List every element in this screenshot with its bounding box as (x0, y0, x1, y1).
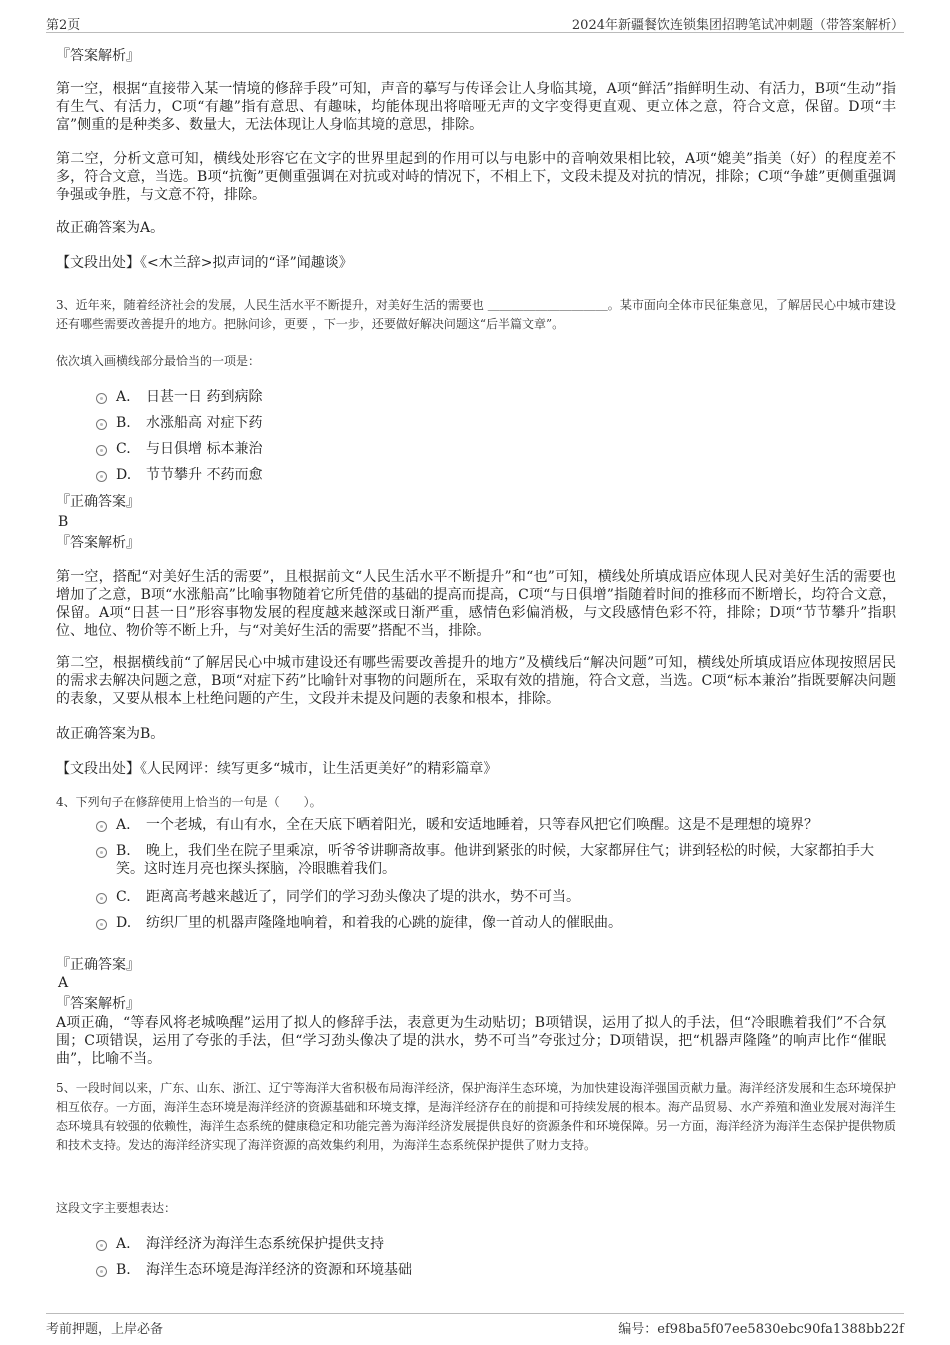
option-letter: A. (116, 1236, 131, 1252)
analysis-paragraph: 第二空，分析文意可知，横线处形容它在文字的世界里起到的作用可以与电影中的音响效果相比较，A项“媲美”指美（好）的程度差不多，符合文意，当选。B项“抗衡”更侧重强调在对抗或对峙的情况下，不相上下，文段未提及对抗的情况，排除；C项“争雄”更侧重强调争强或争胜，与文意不符，排除。 (56, 151, 896, 203)
correct-answer-label: 『正确答案』 (56, 494, 140, 510)
option-letter: A. (116, 817, 131, 833)
option-text: 海洋经济为海洋生态系统保护提供支持 (146, 1236, 384, 1252)
source-citation: 【文段出处】《人民网评：续写更多“城市，让生活更美好”的精彩篇章》 (56, 761, 498, 777)
option-text: 与日俱增 标本兼治 (146, 441, 263, 457)
option-text: 一个老城，有山有水，全在天底下晒着阳光，暖和安适地睡着，只等春风把它们唤醒。这是不是理想的境界？ (146, 817, 818, 833)
option-b[interactable] (56, 842, 896, 878)
question-prompt: 这段文字主要想表达： (56, 1201, 177, 1215)
option-letter: B. (116, 415, 131, 431)
option-text: 纺织厂里的机器声隆隆地响着，和着我的心跳的旋律，像一首动人的催眠曲。 (146, 915, 622, 931)
correct-answer-label: 『正确答案』 (56, 957, 140, 973)
option-b[interactable] (56, 414, 262, 432)
option-d[interactable] (56, 466, 262, 484)
question-stem: 3、近年来，随着经济社会的发展，人民生活水平不断提升，对美好生活的需要也 ＿＿＿＿＿＿＿＿＿＿。某市面向全体市民征集意见，了解居民心中城市建设还有哪些需要改善提升的地方。把脉问诊，更要 ，下一步，还要做好解决问题这“后半篇文章”。 (56, 298, 896, 331)
radio-icon[interactable] (96, 393, 107, 404)
option-text: 晚上，我们坐在院子里乘凉，听爷爷讲聊斋故事。他讲到紧张的时候，大家都屏住气；讲到轻松的时候，大家都拍手大笑。这时连月亮也探头探脑，冷眼瞧着我们。 (116, 843, 874, 877)
answer-conclusion: 故正确答案为A。 (56, 220, 165, 236)
radio-icon[interactable] (96, 1266, 107, 1277)
radio-icon[interactable] (96, 445, 107, 456)
option-letter: B. (116, 1262, 131, 1278)
option-letter: C. (116, 889, 131, 905)
option-text: 海洋生态环境是海洋经济的资源和环境基础 (146, 1262, 412, 1278)
answer-conclusion: 故正确答案为B。 (56, 726, 165, 742)
analysis-label: 『答案解析』 (56, 996, 140, 1012)
radio-icon[interactable] (96, 919, 107, 930)
option-letter: C. (116, 441, 131, 457)
option-a[interactable] (56, 816, 896, 834)
question-prompt: 依次填入画横线部分最恰当的一项是： (56, 354, 261, 368)
option-letter: D. (116, 915, 132, 931)
document-id: 编号：ef98ba5f07ee5830ebc90fa1388bb22f (618, 1322, 904, 1337)
option-letter: A. (116, 389, 131, 405)
radio-icon[interactable] (96, 893, 107, 904)
page-header (46, 14, 904, 33)
document-title: 2024年新疆餐饮连锁集团招聘笔试冲刺题（带答案解析） (571, 18, 904, 33)
option-text: 水涨船高 对症下药 (146, 415, 263, 431)
option-letter: B. (116, 843, 131, 859)
radio-icon[interactable] (96, 419, 107, 430)
option-b[interactable] (56, 1261, 412, 1279)
analysis-label: 『答案解析』 (56, 535, 140, 551)
radio-icon[interactable] (96, 821, 107, 832)
analysis-paragraph: A项正确，“等春风将老城唤醒”运用了拟人的修辞手法，表意更为生动贴切；B项错误，运用了拟人的手法，但“冷眼瞧着我们”不合氛围；C项错误，运用了夸张的手法，但“学习劲头像决了堤的洪水，势不可当”夸张过分；D项错误，把“机器声隆隆”的响声比作“催眠曲”，比喻不当。 (56, 1015, 886, 1067)
radio-icon[interactable] (96, 847, 107, 858)
option-d[interactable] (56, 914, 896, 932)
option-c[interactable] (56, 888, 896, 906)
option-text: 距离高考越来越近了，同学们的学习劲头像决了堤的洪水，势不可当。 (146, 889, 580, 905)
page-footer (46, 1313, 904, 1336)
correct-answer: B (58, 514, 69, 530)
option-text: 日甚一日 药到病除 (146, 389, 263, 405)
correct-answer: A (58, 975, 69, 991)
option-letter: D. (116, 467, 132, 483)
option-a[interactable] (56, 1235, 384, 1253)
radio-icon[interactable] (96, 471, 107, 482)
radio-icon[interactable] (96, 1240, 107, 1251)
option-a[interactable] (56, 388, 262, 406)
option-text: 节节攀升 不药而愈 (146, 467, 263, 483)
option-c[interactable] (56, 440, 262, 458)
question-stem: 5、一段时间以来，广东、山东、浙江、辽宁等海洋大省积极布局海洋经济，保护海洋生态环境，为加快建设海洋强国贡献力量。海洋经济发展和生态环境保护相互依存。一方面，海洋生态环境是海洋经济的资源基础和环境支撑，是海洋经济存在的前提和可持续发展的根本。海产品贸易、水产养殖和渔业发展对海洋生态环境具有较强的依赖性，海洋生态系统的健康稳定和功能完善为海洋经济发展提供良好的资源条件和环境保障。另一方面，海洋经济为海洋生态保护提供物质和技术支持。发达的海洋经济实现了海洋资源的高效集约利用，为海洋生态系统保护提供了财力支持。 (56, 1081, 897, 1152)
page-number: 第2页 (46, 18, 81, 33)
footer-slogan: 考前押题，上岸必备 (46, 1322, 164, 1337)
source-citation: 【文段出处】《<木兰辞>拟声词的“译”闻趣谈》 (56, 255, 353, 271)
question-stem: 4、下列句子在修辞使用上恰当的一句是（ ）。 (56, 795, 322, 809)
analysis-paragraph: 第一空，根据“直接带入某一情境的修辞手段”可知，声音的摹写与传译会让人身临其境，A项“鲜活”指鲜明生动、有活力，B项“生动”指有生气、有活力，C项“有趣”指有意思、有趣味，均能体现出将喑哑无声的文字变得更直观、更立体之意，符合文意，保留。D项“丰富”侧重的是种类多、数量大，无法体现让人身临其境的意思，排除。 (56, 81, 896, 133)
analysis-paragraph: 第一空，搭配“对美好生活的需要”，且根据前文“人民生活水平不断提升”和“也”可知，横线处所填成语应体现人民对美好生活的需要也增加了之意，B项“水涨船高”比喻事物随着它所凭借的基础的提高而提高，C项“与日俱增”指随着时间的推移而不断增长，均符合文意，保留。A项“日甚一日”形容事物发展的程度越来越深或日渐严重，感情色彩偏消极，与文段感情色彩不符，排除；D项“节节攀升”指职位、地位、物价等不断上升，与“对美好生活的需要”搭配不当，排除。 (56, 569, 896, 639)
analysis-label: 『答案解析』 (56, 48, 140, 64)
analysis-paragraph: 第二空，根据横线前“了解居民心中城市建设还有哪些需要改善提升的地方”及横线后“解决问题”可知，横线处所填成语应体现按照居民的需求去解决问题之意，B项“对症下药”比喻针对事物的问题所在，采取有效的措施，符合文意，当选。C项“标本兼治”指既要解决问题的表象，又要从根本上杜绝问题的产生，文段并未提及问题的表象和根本，排除。 (56, 655, 896, 707)
